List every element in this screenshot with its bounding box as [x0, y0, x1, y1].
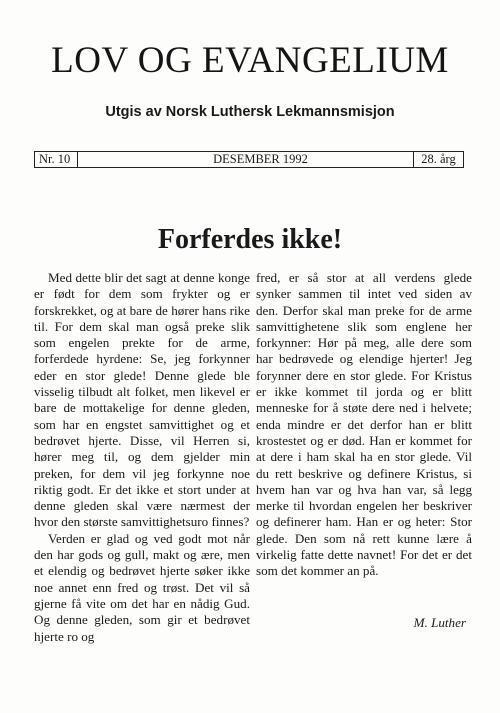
issue-date: DESEMBER 1992: [213, 152, 308, 166]
issue-year: 28. årg: [413, 152, 463, 167]
article-paragraph: Verden er glad og ved godt mot når den har gods og gull, makt og ære, men et elendig og bedrøvet hjerte søker ikke noe annet enn fred og trøst. Det vil så gjerne få vite om det har en nådig Gud. Og denne gleden, som gir et bedrøvet hjerte ro og: [34, 530, 250, 644]
article-right-column: [256, 270, 472, 580]
article-left-column: [34, 270, 250, 645]
publisher-subtitle: Utgis av Norsk Luthersk Lekmannsmisjon: [105, 104, 395, 120]
issue-info-bar: [34, 151, 464, 168]
author-signature: M. Luther: [413, 615, 466, 630]
masthead-title: LOV OG EVANGELIUM: [51, 40, 449, 81]
issue-number: Nr. 10: [35, 152, 78, 167]
article-paragraph: fred, er så stor at all verdens glede synker sammen til intet ved siden av den. Derfor skal man preke for de arme samvittighetene slik som englene her forkynner: Hør på meg, alle dere som har bedrøvede og elendige hjerter! Jeg forynner dere en stor glede. For Kristus er ikke kommet til jorda og er blitt menneske for å støte dere ned i helvete; enda mindre er det derfor han er blitt krostestet og er død. Han er kommet for at dere i ham skal ha en stor glede. Vil du rett beskrive og definere Kristus, si hvem han var og hva han var, så legg merke til hvordan engelen her beskriver og definerer ham. Han er og heter: Stor glede. Den som nå rett kunne lære å virkelig fatte dette navnet! For det er det som det kommer an på.: [256, 270, 472, 579]
article-headline: Forferdes ikke!: [157, 224, 343, 255]
article-paragraph: Med dette blir det sagt at denne konge er født for dem som frykter og er forskrekket, og at bare de hører hans rike til. For dem skal man også preke slik som engelen prekte for de arme, forferdede hyrdene: Se, jeg forkynner eder en stor glede! Denne glede ble visselig tilbudt alt folket, men likevel er bare de mottakelige for denne gleden, som har en engstet samvittighet og et bedrøvet hjerte. Disse, vil Herren si, hører meg til, og dem gjelder min preken, for dem vil jeg forkynne noe riktig godt. Er det ikke et stort under at denne gleden skal være nærmest der hvor den største samvittighetsuro finnes?: [34, 270, 250, 530]
